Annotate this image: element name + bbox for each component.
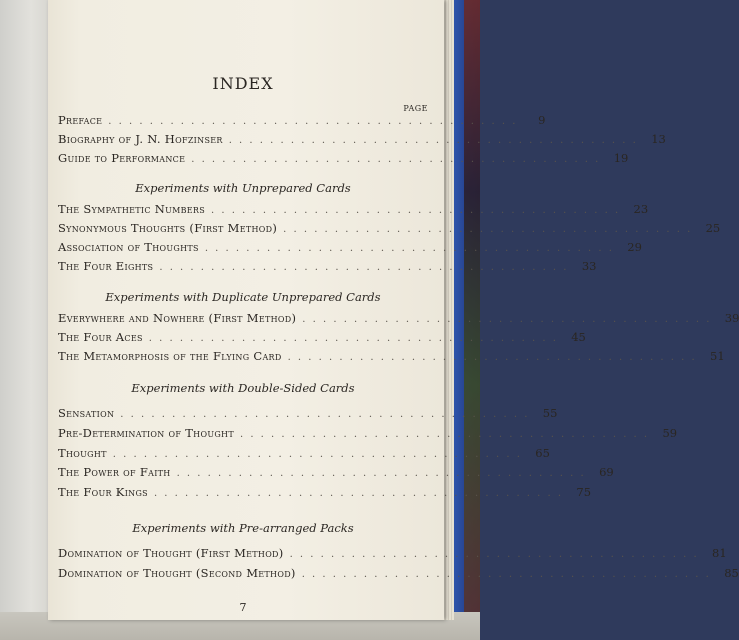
entry-page: 51 xyxy=(710,349,725,363)
index-entry xyxy=(58,446,550,464)
book-page xyxy=(48,0,739,620)
entry-title: The Four Aces xyxy=(58,330,143,344)
index-entry xyxy=(58,546,727,564)
leader-dots: . . . . . . . . . . . . . . . . . . . . . . . . . . . . . . . . . . . . . . . . xyxy=(108,116,518,127)
index-title: INDEX xyxy=(212,74,274,93)
entry-page: 23 xyxy=(633,202,649,216)
entry-page: 81 xyxy=(712,546,727,560)
section-heading: Experiments with Unprepared Cards xyxy=(135,181,351,195)
index-entry xyxy=(58,113,546,131)
leader-dots: . . . . . . . . . . . . . . . . . . . . . . . . . . . . . . . . . . . . . . . . xyxy=(228,135,638,146)
entry-title: Guide to Performance xyxy=(58,151,186,165)
leader-dots: . . . . . . . . . . . . . . . . . . . . . . . . . . . . . . . . . . . . . . . . xyxy=(120,409,530,420)
leader-dots: . . . . . . . . . . . . . . . . . . . . . . . . . . . . . . . . . . . . . . . . xyxy=(239,429,650,440)
index-entry xyxy=(58,221,721,239)
leader-dots: . . . . . . . . . . . . . . . . . . . . . . . . . . . . . . . . . . . . . . . . xyxy=(302,314,712,325)
entry-page: 69 xyxy=(599,465,614,479)
page-column-label: PAGE xyxy=(403,104,428,113)
leader-dots: . . . . . . . . . . . . . . . . . . . . . . . . . . . . . . . . . . . . . . . . xyxy=(211,205,621,216)
entry-page: 33 xyxy=(581,259,597,273)
entry-page: 59 xyxy=(662,426,678,440)
entry-title: Thought xyxy=(58,446,107,460)
index-entry xyxy=(58,202,649,220)
entry-title: Domination of Thought (Second Method) xyxy=(58,566,296,580)
index-entry xyxy=(58,132,666,150)
entry-page: 75 xyxy=(576,485,592,499)
entry-title: Domination of Thought (First Method) xyxy=(58,546,284,560)
index-entry xyxy=(58,240,642,258)
section-heading: Experiments with Double-Sided Cards xyxy=(131,381,355,395)
entry-page: 39 xyxy=(724,311,739,325)
entry-page: 85 xyxy=(724,566,739,580)
leader-dots: . . . . . . . . . . . . . . . . . . . . . . . . . . . . . . . . . . . . . . . . xyxy=(283,224,693,235)
index-entry xyxy=(58,151,629,169)
entry-page: 55 xyxy=(542,406,558,420)
entry-title: The Four Kings xyxy=(58,485,148,499)
entry-page: 25 xyxy=(705,221,721,235)
page-number: 7 xyxy=(239,601,247,614)
index-entry xyxy=(58,330,586,348)
leader-dots: . . . . . . . . . . . . . . . . . . . . . . . . . . . . . . . . . . . . . . . . xyxy=(204,243,614,254)
section-heading: Experiments with Duplicate Unprepared Cards xyxy=(105,290,381,304)
desk-background xyxy=(0,0,52,640)
entry-title: Association of Thoughts xyxy=(58,240,199,254)
entry-title: The Four Eights xyxy=(58,259,154,273)
index-entry xyxy=(58,406,558,424)
leader-dots: . . . . . . . . . . . . . . . . . . . . . . . . . . . . . . . . . . . . . . . . xyxy=(148,333,558,344)
entry-title: Synonymous Thoughts (First Method) xyxy=(58,221,278,235)
entry-page: 13 xyxy=(651,132,666,146)
leader-dots: . . . . . . . . . . . . . . . . . . . . . . . . . . . . . . . . . . . . . . . . xyxy=(159,262,569,273)
entry-title: The Power of Faith xyxy=(58,465,171,479)
leader-dots: . . . . . . . . . . . . . . . . . . . . . . . . . . . . . . . . . . . . . . . . xyxy=(289,549,699,560)
entry-title: Biography of J. N. Hofzinser xyxy=(58,132,223,146)
leader-dots: . . . . . . . . . . . . . . . . . . . . . . . . . . . . . . . . . . . . . . . . xyxy=(153,488,564,499)
leader-dots: . . . . . . . . . . . . . . . . . . . . . . . . . . . . . . . . . . . . . . . . xyxy=(176,468,586,479)
entry-title: Sensation xyxy=(58,406,115,420)
entry-title: Preface xyxy=(58,113,103,127)
leader-dots: . . . . . . . . . . . . . . . . . . . . . . . . . . . . . . . . . . . . . . . . xyxy=(191,154,601,165)
index-entry xyxy=(58,259,597,277)
leader-dots: . . . . . . . . . . . . . . . . . . . . . . . . . . . . . . . . . . . . . . . . xyxy=(287,352,697,363)
entry-title: Everywhere and Nowhere (First Method) xyxy=(58,311,297,325)
entry-page: 29 xyxy=(627,240,642,254)
index-entry xyxy=(58,485,592,503)
entry-page: 9 xyxy=(538,113,546,127)
entry-page: 19 xyxy=(613,151,629,165)
leader-dots: . . . . . . . . . . . . . . . . . . . . . . . . . . . . . . . . . . . . . . . . xyxy=(301,569,711,580)
entry-page: 65 xyxy=(535,446,550,460)
index-entry xyxy=(58,426,678,444)
index-entry xyxy=(58,566,739,584)
leader-dots: . . . . . . . . . . . . . . . . . . . . . . . . . . . . . . . . . . . . . . . . xyxy=(112,449,522,460)
section-heading: Experiments with Pre-arranged Packs xyxy=(132,521,354,535)
index-entry xyxy=(58,349,725,367)
index-entry xyxy=(58,465,614,483)
entry-page: 45 xyxy=(571,330,586,344)
entry-title: The Sympathetic Numbers xyxy=(58,202,206,216)
index-entry xyxy=(58,311,739,329)
entry-title: Pre-Determination of Thought xyxy=(58,426,234,440)
entry-title: The Metamorphosis of the Flying Card xyxy=(58,349,282,363)
